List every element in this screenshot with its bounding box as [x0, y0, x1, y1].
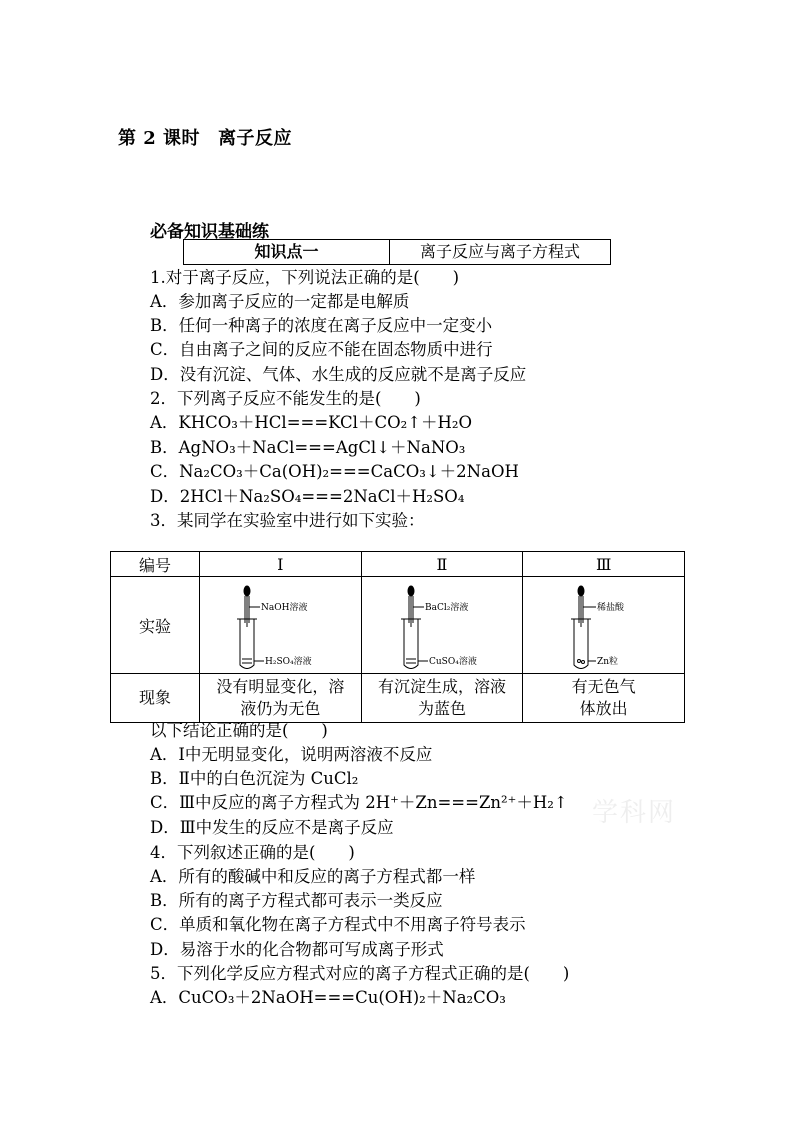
knowledge-point-box — [183, 239, 611, 265]
knowledge-point-topic: 离子反应与离子方程式 — [419, 242, 580, 261]
q4-option-a: A．所有的酸碱中和反应的离子方程式都一样 — [150, 867, 476, 886]
q1-option-a: A．参加离子反应的一定都是电解质 — [150, 292, 410, 311]
q2-option-d: D．2HCl＋Na₂SO₄===2NaCl＋H₂SO₄ — [150, 487, 465, 506]
q4-stem: 4．下列叙述正确的是( ) — [150, 843, 355, 862]
q4-option-c: C．单质和氧化物在离子方程式中不用离子符号表示 — [150, 915, 526, 934]
watermark: 学科网 — [592, 798, 677, 828]
apparatus-cell-2 — [361, 577, 523, 674]
phenomenon-3-line-2: 体放出 — [579, 699, 628, 718]
q4-option-b: B．所有的离子方程式都可表示一类反应 — [150, 891, 443, 910]
q1-option-b: B．任何一种离子的浓度在离子反应中一定变小 — [150, 316, 493, 335]
phenomenon-1-line-2: 液仍为无色 — [240, 699, 321, 718]
header-cell-3: Ⅲ — [523, 552, 685, 577]
experiment-table — [110, 551, 685, 723]
q1-option-c: C．自由离子之间的反应不能在固态物质中进行 — [150, 340, 493, 359]
q3-sub-stem: 以下结论正确的是( ) — [150, 721, 328, 740]
reagent-bottom-2: CuSO₄溶液 — [428, 657, 477, 667]
q1-stem: 1.对于离子反应，下列说法正确的是( ) — [150, 268, 460, 287]
reagent-bottom-3: Zn粒 — [596, 657, 618, 667]
phenomenon-2-line-1: 有沉淀生成，溶液 — [377, 677, 506, 696]
phenomenon-1-line-1: 没有明显变化，溶 — [216, 677, 345, 696]
apparatus-diagram-1 — [200, 577, 360, 669]
q2-option-b: B．AgNO₃＋NaCl===AgCl↓＋NaNO₃ — [150, 438, 466, 457]
reagent-top-3: 稀盐酸 — [596, 603, 624, 613]
q2-option-a: A．KHCO₃＋HCl===KCl＋CO₂↑＋H₂O — [150, 413, 473, 432]
reagent-bottom-1: H₂SO₄溶液 — [265, 657, 312, 667]
row-label-experiment: 实验 — [111, 577, 200, 674]
q2-option-c: C．Na₂CO₃＋Ca(OH)₂===CaCO₃↓＋2NaOH — [150, 462, 519, 481]
lesson-number: 第 2 课时 — [118, 128, 201, 149]
table-experiment-row — [111, 577, 685, 674]
reagent-top-1: NaOH溶液 — [261, 603, 308, 613]
q3-option-d: D．Ⅲ中发生的反应不是离子反应 — [150, 818, 394, 837]
table-phenomenon-row — [111, 674, 685, 723]
apparatus-cell-3 — [523, 577, 685, 674]
section-heading: 必备知识基础练 — [150, 222, 269, 242]
header-cell-1: Ⅰ — [200, 552, 362, 577]
phenomenon-2-line-2: 为蓝色 — [417, 699, 466, 718]
reagent-top-2: BaCl₂溶液 — [424, 603, 469, 613]
phenomenon-cell-3 — [523, 674, 685, 723]
lesson-topic: 离子反应 — [218, 128, 293, 149]
apparatus-cell-1 — [200, 577, 362, 674]
q5-option-a: A．CuCO₃＋2NaOH===Cu(OH)₂＋Na₂CO₃ — [150, 988, 506, 1007]
phenomenon-cell-2 — [361, 674, 523, 723]
q4-option-d: D．易溶于水的化合物都可写成离子形式 — [150, 940, 444, 959]
row-label-phenomenon: 现象 — [111, 674, 200, 723]
q3-option-c: C．Ⅲ中反应的离子方程式为 2H⁺＋Zn===Zn²⁺＋H₂↑ — [150, 793, 568, 812]
phenomenon-3-line-1: 有无色气 — [571, 677, 636, 696]
header-cell-2: Ⅱ — [361, 552, 523, 577]
q2-stem: 2．下列离子反应不能发生的是( ) — [150, 389, 421, 408]
q3-option-b: B．Ⅱ中的白色沉淀为 CuCl₂ — [150, 769, 359, 788]
header-cell-number: 编号 — [111, 552, 200, 577]
apparatus-diagram-3 — [524, 577, 684, 669]
page-title — [118, 124, 292, 150]
knowledge-point-label: 知识点一 — [184, 240, 390, 264]
phenomenon-cell-1 — [200, 674, 362, 723]
q3-option-a: A．Ⅰ中无明显变化，说明两溶液不反应 — [150, 745, 433, 764]
table-header-row — [111, 552, 685, 577]
q5-stem: 5．下列化学反应方程式对应的离子方程式正确的是( ) — [150, 964, 570, 983]
apparatus-diagram-2 — [362, 577, 522, 669]
q3-stem: 3．某同学在实验室中进行如下实验： — [150, 511, 425, 530]
q1-option-d: D．没有沉淀、气体、水生成的反应就不是离子反应 — [150, 365, 527, 384]
